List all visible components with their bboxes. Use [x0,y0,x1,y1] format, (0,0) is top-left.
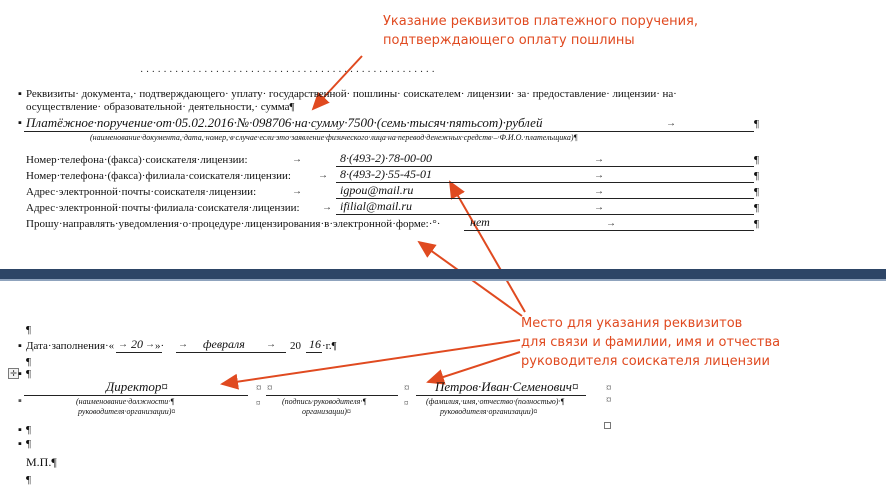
email-label: Адрес·электронной·почты·соискателя·лицензии: [26,186,257,198]
annotation-top-line2: подтверждающего оплату пошлины [383,33,635,48]
branch-phone-label: Номер·телефона·(факса)·филиала·соискателя·лицензии: [26,170,291,182]
date-month[interactable]: февраля [203,337,245,351]
date-year[interactable]: 16 [309,337,321,351]
page-break-shadow [0,279,886,281]
tab-arrow-icon: → [594,186,604,197]
cropped-line: · · · · · · · · · · · · · · · · · · · · · · · · · · · · · · · · · · · · · · · · · · · · · · · · · · · [140,67,435,78]
tab-arrow-icon: → [145,339,155,350]
tab-arrow-icon: → [594,170,604,181]
date-prefix: Дата·заполнения·« [26,340,115,352]
tab-arrow-icon: → [666,118,676,129]
pilcrow-mark: ¶ [754,186,759,198]
tab-arrow-icon: → [178,339,188,350]
req-text-line2: осуществление· образовательной· деятельности,· сумма¶ [26,101,295,113]
bullet-mark-3: ▪ [18,340,22,352]
fio-value[interactable]: Петров·Иван·Семенович¤ [435,379,579,394]
date-month-underline [176,352,286,353]
bullet-mark-5: ▪ [18,395,22,407]
pilcrow-mark: ¶ [26,438,31,450]
arrow-to-phone [450,182,525,312]
pilcrow-mark: ¶ [754,202,759,214]
pilcrow-mark: ¶ [754,154,759,166]
tab-arrow-icon: → [118,339,128,350]
position-hint-1: (наименование·должности·¶ [76,397,175,406]
bullet-mark-2: ▪ [18,117,22,129]
pilcrow-mark: ¶ [26,424,31,436]
cell-mark: ¤ [404,398,409,408]
annotation-top-line1: Указание реквизитов платежного поручения, [383,14,698,29]
position-underline [24,395,248,396]
tab-arrow-icon: → [266,339,276,350]
pilcrow-mark: ¶ [26,356,31,368]
date-suffix: ·г.¶ [322,340,337,352]
page-break-band [0,269,886,279]
tab-arrow-icon: → [322,202,332,213]
arrow-to-payment [313,56,362,109]
payment-underline [24,131,754,132]
tab-arrow-icon: → [606,218,616,229]
pilcrow-mark: ¶ [754,170,759,182]
position-value[interactable]: Директор¤ [106,379,168,394]
mp-label: М.П.¶ [26,455,57,469]
pilcrow-mark: ¶ [754,118,759,130]
payment-hint: (наименование·документа,·дата,·номер,·в·случае·если·это·заявление·физического·лица·на·перевод·денежных·средств·–·Ф.И.О.·плательщика)¶ [90,133,578,142]
notify-value[interactable]: нет [470,215,490,229]
cell-mark: ¤ [606,394,612,406]
date-year-prefix: 20 [290,340,301,352]
phone-value[interactable]: 8·(493-2)·78-00-00 [340,151,432,165]
pilcrow-mark: ¶ [26,368,31,380]
date-day-underline [116,352,162,353]
branch-email-value[interactable]: ifilial@mail.ru [340,199,413,213]
payment-value[interactable]: Платёжное·поручение·от·05.02.2016·№·098706·на·сумму·7500·(семь·тысяч·пятьсот)·рублей [26,115,543,130]
annotation-bottom-line1: Место для указания реквизитов [521,316,743,331]
fio-hint-1: (фамилия,·имя,·отчество·(полностью)·¶ [426,397,565,406]
pilcrow-mark: ¶ [26,324,31,336]
bullet-mark-6: ▪ [18,424,22,436]
cell-mark: ¤ [606,382,612,394]
signature-underline [266,395,398,396]
branch-phone-value[interactable]: 8·(493-2)·55-45-01 [340,167,432,181]
signature-hint-2: организации)¤ [302,407,351,416]
date-day[interactable]: 20 [131,337,143,351]
signature-hint-1: (подпись·руководителя·¶ [282,397,367,406]
req-text-line1: Реквизиты· документа,· подтверждающего· уплату· государственной· пошлины· соискателем· лицензии· за· предоставление· лицензии· на· [26,88,677,100]
table-move-icon[interactable]: ✛ [8,368,19,379]
branch-email-underline [336,214,754,215]
fio-underline [416,395,586,396]
annotation-bottom-line2: для связи и фамилии, имя и отчества [521,335,781,350]
position-hint-2: руководителя·организации)¤ [78,407,176,416]
phone-label: Номер·телефона·(факса)·соискателя·лицензии: [26,154,248,166]
tab-arrow-icon: → [292,186,302,197]
cell-mark: ¤ [267,382,273,394]
cell-mark: ¤ [256,382,262,394]
cell-mark: ¤ [404,382,410,394]
tab-arrow-icon: → [594,202,604,213]
pilcrow-mark: ¶ [754,218,759,230]
row-end-mark [604,422,611,429]
branch-email-label: Адрес·электронной·почты·филиала·соискателя·лицензии: [26,202,300,214]
tab-arrow-icon: → [594,154,604,165]
bullet-mark: ▪ [18,88,22,100]
arrow-to-fio [428,352,520,382]
bullet-mark-7: ▪ [18,438,22,450]
notify-label: Прошу·направлять·уведомления·о·процедуре·лицензирования·в·электронной·форме:·°· [26,218,441,230]
pilcrow-mark: ¶ [26,474,31,486]
date-year-underline [306,352,322,353]
date-mid: »· [155,340,165,352]
cell-mark: ¤ [256,398,261,408]
bullet-mark-4: ▪ [18,368,22,380]
tab-arrow-icon: → [318,170,328,181]
tab-arrow-icon: → [292,154,302,165]
fio-hint-2: руководителя·организации)¤ [440,407,538,416]
annotation-bottom-line3: руководителя соискателя лицензии [521,354,770,369]
notify-underline [464,230,754,231]
email-value[interactable]: igpou@mail.ru [340,183,414,197]
